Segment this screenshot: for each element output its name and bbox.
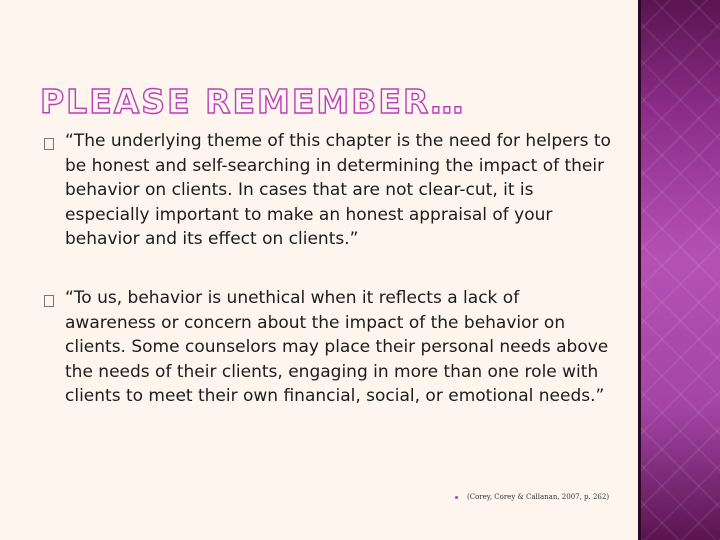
bullet-text: “To us, behavior is unethical when it reflects a lack of awareness or concern about the impact of the behavior on clients. Some counselors may place their personal needs above the needs of their clients, engaging in more than one role with clients to meet their own financial, social, or emotional needs.” [65,287,609,407]
bullet-text: “The underlying theme of this chapter is the need for helpers to be honest and self-searching in determining the impact of their behavior on clients. In cases that are not clear-cut, it is especially important to make an honest appraisal of your behavior and its effect on clients.” [65,131,611,250]
citation [455,493,609,501]
bullet-list [44,129,614,443]
citation-text: (Corey, Corey & Callanan, 2007, p. 262) [467,493,610,501]
decorative-side-panel [641,0,720,540]
bullet-item [44,286,614,409]
citation-bullet-icon [455,496,458,499]
slide-title: PLEASE REMEMBER… [40,82,466,121]
bullet-item [44,129,614,252]
square-bullet-icon [44,295,54,307]
square-bullet-icon [44,138,54,150]
